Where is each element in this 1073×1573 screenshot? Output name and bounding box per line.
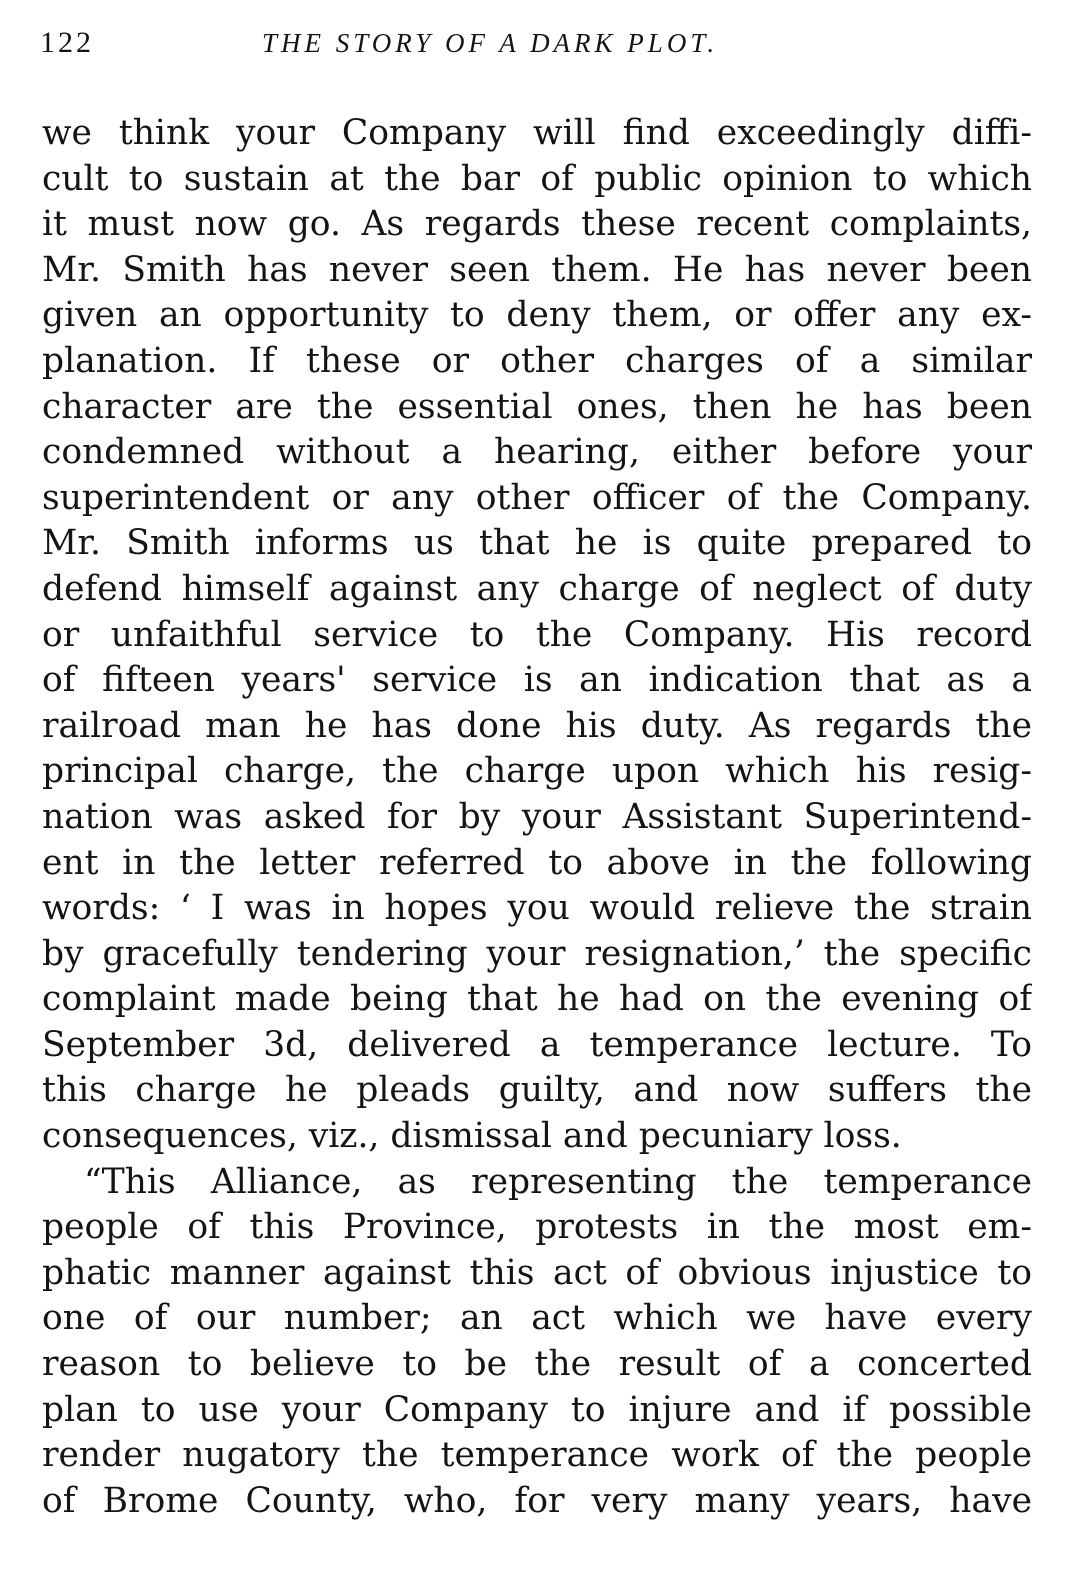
text-line: superintendent or any other officer of the Company. — [42, 477, 1032, 518]
text-line: of fifteen years' service is an indication that as a — [42, 660, 1032, 701]
text-line: reason to believe to be the result of a concerted — [42, 1344, 1032, 1385]
text-line: plan to use your Company to injure and if possible — [42, 1389, 1032, 1430]
body-text — [42, 111, 1032, 1524]
paragraph-end-line: consequences, viz., dismissal and pecuniary loss. — [42, 1116, 902, 1157]
text-line: condemned without a hearing, either before your — [42, 432, 1032, 473]
text-line: one of our number; an act which we have every — [42, 1298, 1032, 1339]
text-line: cult to sustain at the bar of public opinion to which — [42, 158, 1032, 199]
text-line: nation was asked for by your Assistant Superintend- — [42, 796, 1032, 837]
text-line: this charge he pleads guilty, and now suffers the — [42, 1070, 1032, 1111]
text-line: principal charge, the charge upon which his resig- — [42, 751, 1032, 792]
running-title: THE STORY OF A DARK PLOT. — [262, 28, 719, 58]
text-line: of Brome County, who, for very many years, have — [42, 1480, 1032, 1521]
page-number: 122 — [40, 26, 94, 59]
text-line: it must now go. As regards these recent complaints, — [42, 204, 1032, 245]
text-line: planation. If these or other charges of a similar — [42, 340, 1032, 381]
text-line: character are the essential ones, then he has been — [42, 386, 1032, 427]
text-line: Mr. Smith informs us that he is quite prepared to — [42, 523, 1032, 564]
text-line: defend himself against any charge of neglect of duty — [42, 568, 1032, 609]
text-line: September 3d, delivered a temperance lecture. To — [42, 1024, 1032, 1065]
text-line: we think your Company will find exceedingly diffi- — [42, 113, 1032, 153]
text-line: given an opportunity to deny them, or offer any ex- — [42, 295, 1032, 336]
text-line: by gracefully tendering your resignation,’ the specific — [42, 933, 1032, 974]
text-line: render nugatory the temperance work of the people — [42, 1435, 1032, 1476]
text-line: people of this Province, protests in the most em- — [42, 1207, 1032, 1248]
running-head — [40, 26, 1030, 66]
text-line: Mr. Smith has never seen them. He has never been — [42, 249, 1032, 290]
text-line: ent in the letter referred to above in the following — [42, 842, 1032, 883]
text-line: or unfaithful service to the Company. His record — [42, 614, 1032, 655]
text-line: railroad man he has done his duty. As regards the — [42, 705, 1032, 746]
text-line: phatic manner against this act of obvious injustice to — [42, 1252, 1032, 1293]
text-line: complaint made being that he had on the evening of — [42, 979, 1032, 1020]
text-line: words: ‘ I was in hopes you would relieve the strain — [42, 888, 1032, 929]
paragraph-start-line: “This Alliance, as representing the temperance — [84, 1161, 1032, 1202]
